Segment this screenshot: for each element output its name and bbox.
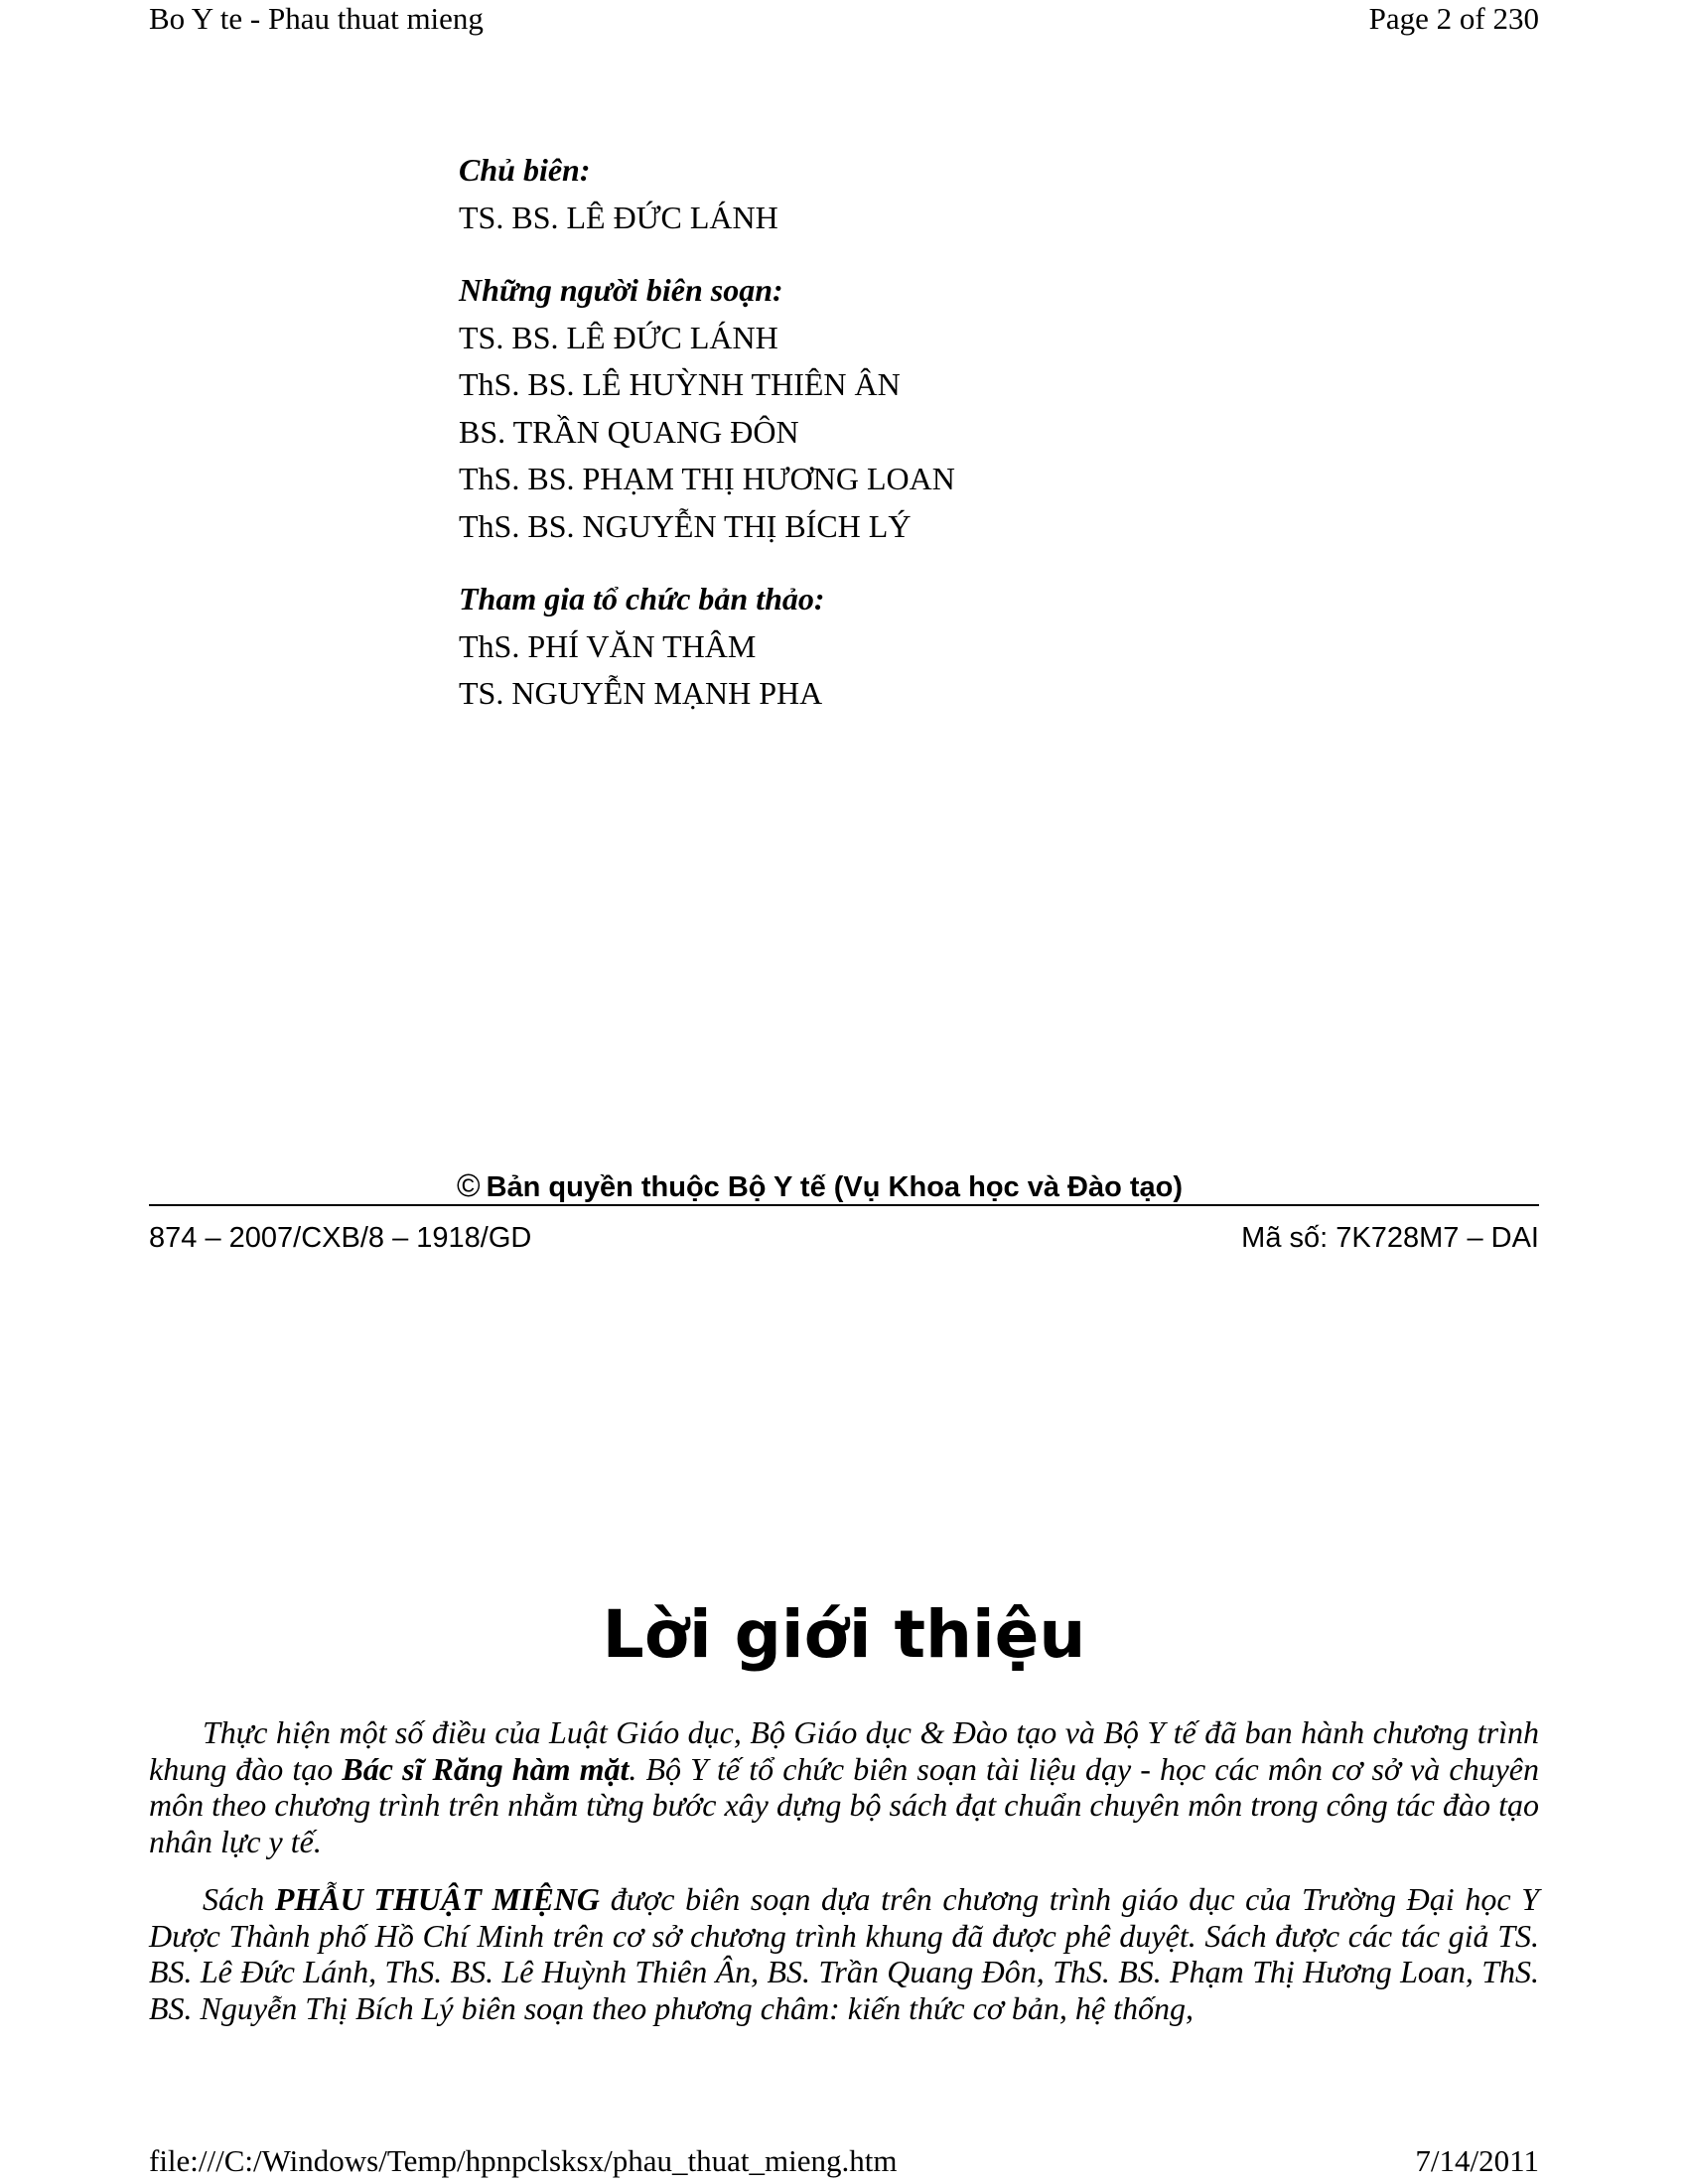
author-name: ThS. BS. LÊ HUỲNH THIÊN ÂN xyxy=(459,366,901,402)
page-indicator: Page 2 of 230 xyxy=(1368,1,1539,36)
horizontal-divider xyxy=(149,1204,1539,1206)
print-date: 7/14/2011 xyxy=(1415,2143,1539,2178)
paragraph-text: . Bộ Y tế tổ chức biên soạn tài liệu dạy - học các môn cơ sở và chuyên môn theo chương trình trên nhằm từng bước xây dựng bộ sách đạt chuẩn chuyên môn trong công tác đào tạo nhân lực y tế. xyxy=(149,1750,1540,1859)
chief-editor-group xyxy=(459,147,1352,241)
paragraph-text: được biên soạn dựa trên chương trình giáo dục của Trường Đại học Y Dược Thành phố Hồ Chí Minh trên cơ sở chương trình khung đã được phê duyệt. Sách được các tác giả TS. BS. Lê Đức Lánh, ThS. BS. Lê Huỳnh Thiên Ân, BS. Trần Quang Đôn, ThS. BS. Phạm Thị Hương Loan, ThS. BS. Nguyễn Thị Bích Lý biên soạn theo phương châm: kiến thức cơ bản, hệ thống, xyxy=(149,1881,1540,2026)
copyright-notice xyxy=(457,1167,1183,1205)
introduction-title: Lời giới thiệu xyxy=(602,1596,1086,1673)
paragraph-text: Sách xyxy=(203,1881,275,1917)
organizer-name: ThS. PHÍ VĂN THÂM xyxy=(459,627,757,664)
author-name: ThS. BS. PHẠM THỊ HƯƠNG LOAN xyxy=(459,461,955,496)
emphasized-text: PHẪU THUẬT MIỆNG xyxy=(274,1881,601,1917)
introduction-paragraph xyxy=(149,1714,1539,1859)
introduction-paragraph xyxy=(149,1881,1539,2026)
credits-section xyxy=(459,147,1352,744)
author-name: TS. BS. LÊ ĐỨC LÁNH xyxy=(459,319,778,355)
authors-heading: Những người biên soạn: xyxy=(459,272,783,308)
organizers-heading: Tham gia tổ chức bản thảo: xyxy=(459,581,825,616)
license-code: 874 – 2007/CXB/8 – 1918/GD xyxy=(149,1222,532,1254)
paragraph-text: Thực hiện một số điều của Luật Giáo dục, Bộ Giáo dục & Đào tạo và Bộ Y tế đã ban hành chương trình khung đào tạo xyxy=(149,1714,1539,1787)
organizer-name: TS. NGUYỄN MẠNH PHA xyxy=(459,675,823,711)
catalog-code: Mã số: 7K728M7 – DAI xyxy=(1241,1222,1539,1254)
organizers-group xyxy=(459,576,1352,718)
chief-editor-name: TS. BS. LÊ ĐỨC LÁNH xyxy=(459,199,778,235)
authors-group xyxy=(459,267,1352,550)
copyright-icon: © xyxy=(457,1167,481,1203)
chief-editor-heading: Chủ biên: xyxy=(459,152,591,188)
author-name: BS. TRẦN QUANG ĐÔN xyxy=(459,413,799,450)
file-path: file:///C:/Windows/Temp/hpnpclsksx/phau_thuat_mieng.htm xyxy=(149,2143,898,2178)
document-title: Bo Y te - Phau thuat mieng xyxy=(149,1,484,36)
emphasized-text: Bác sĩ Răng hàm mặt xyxy=(342,1750,630,1787)
copyright-text: Bản quyền thuộc Bộ Y tế (Vụ Khoa học và Đào tạo) xyxy=(486,1171,1184,1203)
introduction-body xyxy=(149,1714,1539,2048)
author-name: ThS. BS. NGUYỄN THỊ BÍCH LÝ xyxy=(459,507,912,544)
